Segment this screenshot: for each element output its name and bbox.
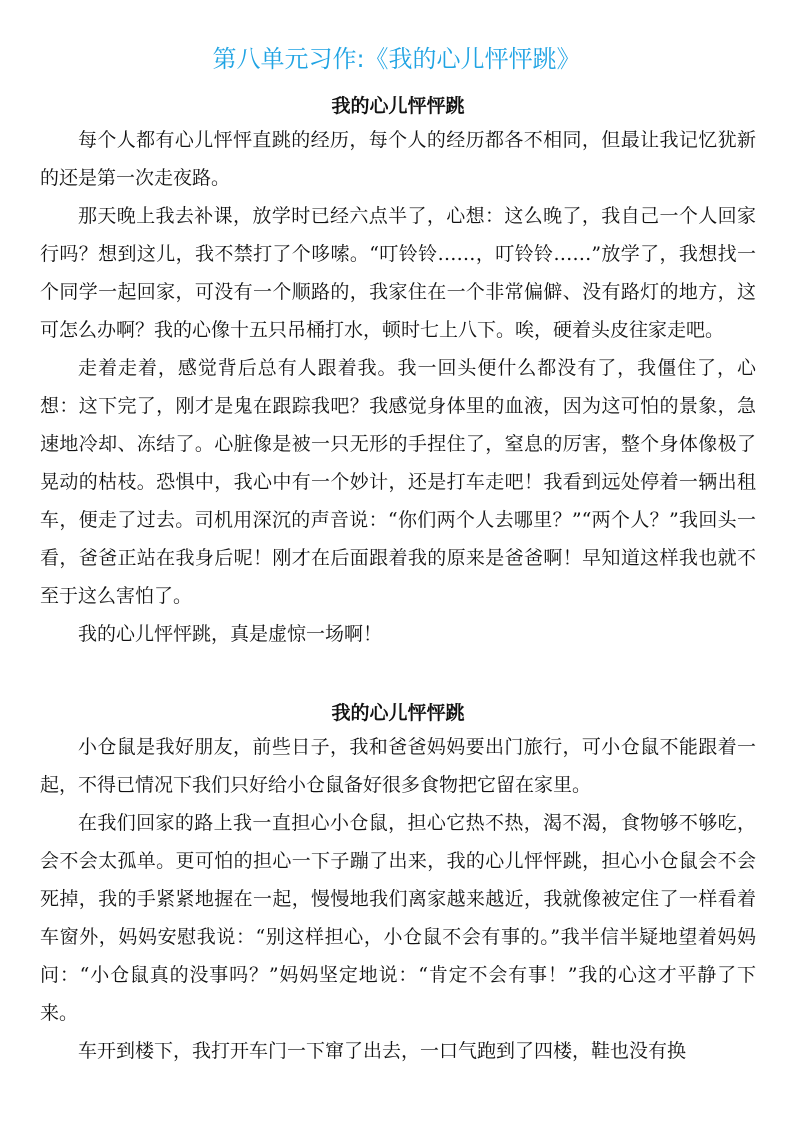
essay-paragraph: 走着走着，感觉背后总有人跟着我。我一回头便什么都没有了，我僵住了，心想：这下完了，刚才是鬼在跟踪我吧？我感觉身体里的血液，因为这可怕的景象，急速地冷却、冻结了。心脏像是被一只无形的手捏住了，窒息的厉害，整个身体像极了晃动的枯枝。恐惧中，我心中有一个妙计，还是打车走吧！我看到远处停着一辆出租车，便走了过去。司机用深沉的声音说：“你们两个人去哪里？”“两个人？”我回头一看，爸爸正站在我身后呢！刚才在后面跟着我的原来是爸爸啊！早知道这样我也就不至于这么害怕了。 [40,357,756,607]
essay-paragraph: 在我们回家的路上我一直担心小仓鼠，担心它热不热，渴不渴，食物够不够吃，会不会太孤单。更可怕的担心一下子蹦了出来，我的心儿怦怦跳，担心小仓鼠会不会死掉，我的手紧紧地握在一起，慢慢地我们离家越来越近，我就像被定住了一样看着车窗外，妈妈安慰我说：“别这样担心，小仓鼠不会有事的。”我半信半疑地望着妈妈问：“小仓鼠真的没事吗？”妈妈坚定地说：“肯定不会有事！”我的心这才平静了下来。 [40,812,756,1024]
essay-paragraph: 那天晚上我去补课，放学时已经六点半了，心想：这么晚了，我自己一个人回家行吗？想到这儿，我不禁打了个哆嗦。“叮铃铃……，叮铃铃……”放学了，我想找一个同学一起回家，可没有一个顺路的，我家住在一个非常偏僻、没有路灯的地方，这可怎么办啊？我的心像十五只吊桶打水，顿时七上八下。唉，硬着头皮往家走吧。 [40,205,756,341]
essay-paragraph: 我的心儿怦怦跳，真是虚惊一场啊！ [78,623,383,645]
document-title: 第八单元习作:《我的心儿怦怦跳》 [212,45,581,73]
essay-paragraph: 车开到楼下，我打开车门一下窜了出去，一口气跑到了四楼，鞋也没有换 [78,1040,687,1062]
essay-two [40,698,756,1070]
essay-one [40,91,756,653]
essay-paragraph: 小仓鼠是我好朋友，前些日子，我和爸爸妈妈要出门旅行，可小仓鼠不能跟着一起，不得已情况下我们只好给小仓鼠备好很多食物把它留在家里。 [40,736,756,796]
essay-title: 我的心儿怦怦跳 [331,702,465,724]
essay-title: 我的心儿怦怦跳 [331,95,465,117]
essay-paragraph: 每个人都有心儿怦怦直跳的经历，每个人的经历都各不相同，但最让我记忆犹新的还是第一次走夜路。 [40,129,756,189]
